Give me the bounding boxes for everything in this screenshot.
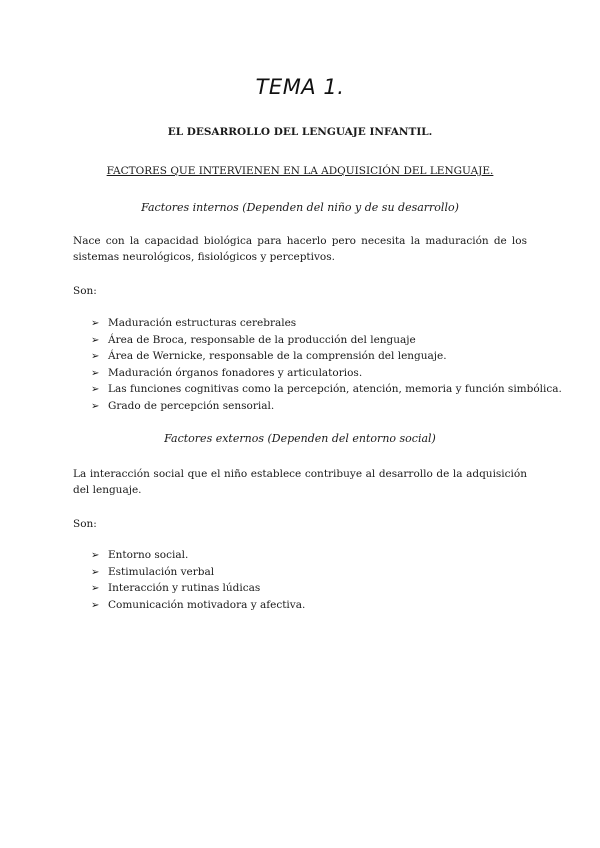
list-item: ➢ Grado de percepción sensorial. (91, 398, 562, 415)
list-item: ➢ Maduración órganos fonadores y articulatorios. (91, 365, 562, 382)
arrow-bullet-icon: ➢ (91, 599, 100, 611)
arrow-bullet-icon: ➢ (91, 400, 100, 412)
list-item: ➢ Interacción y rutinas lúdicas (91, 580, 305, 597)
document-subtitle: EL DESARROLLO DEL LENGUAJE INFANTIL. (167, 126, 433, 138)
list-item: ➢ Comunicación motivadora y afectiva. (91, 597, 305, 614)
internal-factors-paragraph: Nace con la capacidad biológica para hacerlo pero necesita la maduración de los sistemas neurológicos, fisiológicos y perceptivos. (73, 235, 527, 263)
arrow-bullet-icon: ➢ (91, 550, 100, 561)
external-factors-paragraph: La interacción social que el niño establece contribuye al desarrollo de la adquisición del lenguaje. (73, 468, 527, 496)
external-son-label: Son: (73, 518, 97, 530)
page-title: TEMA 1. (255, 75, 345, 99)
arrow-bullet-icon: ➢ (91, 318, 100, 329)
arrow-bullet-icon: ➢ (91, 566, 100, 578)
arrow-bullet-icon: ➢ (91, 334, 100, 346)
external-factors-list (91, 547, 305, 613)
arrow-bullet-icon: ➢ (91, 351, 100, 363)
section-heading (0, 165, 600, 177)
section-heading-text: FACTORES QUE INTERVIENEN EN LA ADQUISICIÓN DEL LENGUAJE. (106, 165, 494, 177)
list-item: ➢ Área de Wernicke, responsable de la comprensión del lenguaje. (91, 348, 562, 365)
internal-son-label: Son: (73, 285, 97, 297)
arrow-bullet-icon: ➢ (91, 384, 100, 396)
internal-factors-heading: Factores internos (Dependen del niño y de su desarrollo) (141, 201, 459, 214)
internal-factors-list (91, 315, 562, 415)
list-item: ➢ Las funciones cognitivas como la percepción, atención, memoria y función simbólica. (91, 381, 562, 398)
external-factors-heading: Factores externos (Dependen del entorno social) (164, 432, 436, 445)
arrow-bullet-icon: ➢ (91, 583, 100, 595)
list-item: ➢ Estimulación verbal (91, 564, 305, 581)
list-item: ➢ Entorno social. (91, 547, 305, 564)
arrow-bullet-icon: ➢ (91, 367, 100, 379)
list-item: ➢ Maduración estructuras cerebrales (91, 315, 562, 332)
list-item: ➢ Área de Broca, responsable de la producción del lenguaje (91, 332, 562, 349)
